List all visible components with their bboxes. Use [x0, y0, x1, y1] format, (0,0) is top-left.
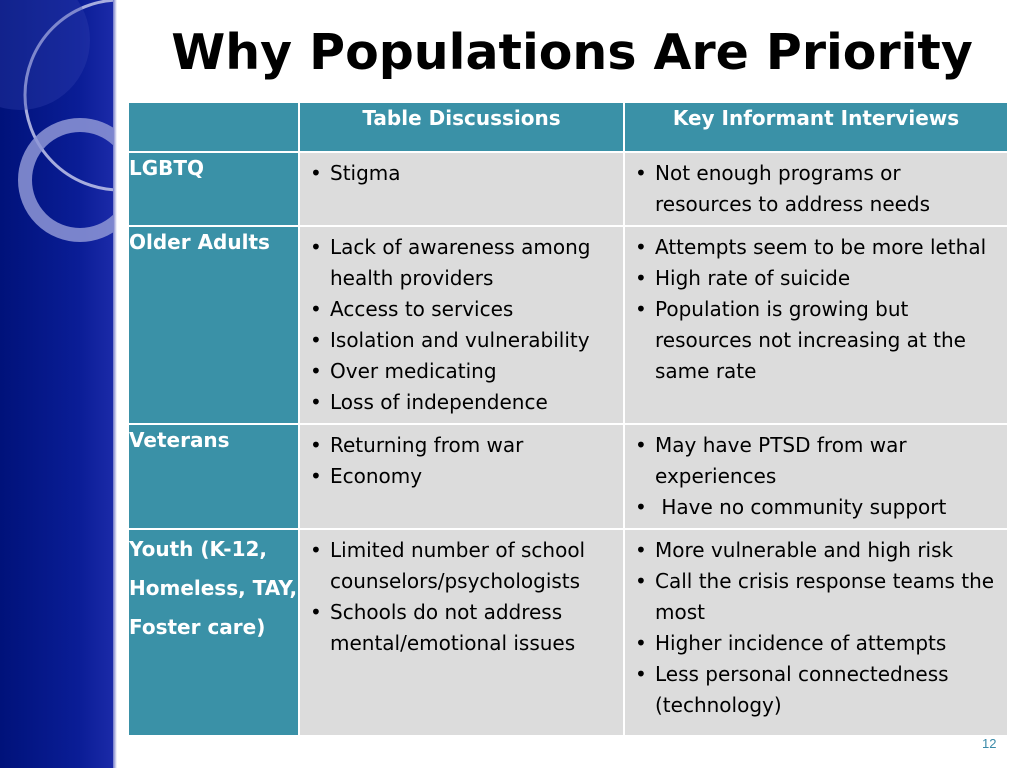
priority-table — [127, 101, 1009, 737]
table-row-older-adults — [128, 226, 1008, 424]
list-item: • Less personal connectedness (technology) — [655, 659, 1001, 721]
sidebar-edge — [113, 0, 117, 768]
list-item: • Higher incidence of attempts — [655, 628, 1001, 659]
list-item: • Isolation and vulnerability — [330, 325, 617, 356]
list-item: • More vulnerable and high risk — [655, 535, 1001, 566]
row-label-youth: Youth (K-12, Homeless, TAY, Foster care) — [128, 529, 299, 736]
list-item: • Call the crisis response teams the most — [655, 566, 1001, 628]
table-row-veterans — [128, 424, 1008, 529]
list-item: • Stigma — [330, 158, 617, 189]
decorative-sidebar — [0, 0, 113, 768]
cell-kii-lgbtq — [624, 152, 1008, 226]
list-item: • High rate of suicide — [655, 263, 1001, 294]
list-item: • Returning from war — [330, 430, 617, 461]
cell-td-older-adults — [299, 226, 624, 424]
list-item: • Schools do not address mental/emotional issues — [330, 597, 617, 659]
list-item: • Over medicating — [330, 356, 617, 387]
header-key-informant-interviews: Key Informant Interviews — [624, 102, 1008, 152]
cell-kii-youth — [624, 529, 1008, 736]
list-item: • Attempts seem to be more lethal — [655, 232, 1001, 263]
page-number: 12 — [982, 736, 997, 751]
header-empty — [128, 102, 299, 152]
list-item: • Loss of independence — [330, 387, 617, 418]
list-item: • Access to services — [330, 294, 617, 325]
cell-td-veterans — [299, 424, 624, 529]
list-item: • Lack of awareness among health providers — [330, 232, 617, 294]
slide-title: Why Populations Are Priority — [171, 24, 973, 81]
list-item: • May have PTSD from war experiences — [655, 430, 1001, 492]
list-item: • Population is growing but resources not increasing at the same rate — [655, 294, 1001, 387]
cell-td-lgbtq — [299, 152, 624, 226]
row-label-older-adults: Older Adults — [128, 226, 299, 424]
row-label-lgbtq: LGBTQ — [128, 152, 299, 226]
list-item: • Have no community support — [655, 492, 1001, 523]
row-label-veterans: Veterans — [128, 424, 299, 529]
list-item: • Limited number of school counselors/psychologists — [330, 535, 617, 597]
list-item: • Economy — [330, 461, 617, 492]
cell-td-youth — [299, 529, 624, 736]
cell-kii-veterans — [624, 424, 1008, 529]
cell-kii-older-adults — [624, 226, 1008, 424]
header-table-discussions: Table Discussions — [299, 102, 624, 152]
table-row-youth — [128, 529, 1008, 736]
list-item: • Not enough programs or resources to address needs — [655, 158, 1001, 220]
decorative-circles — [0, 0, 113, 768]
table-header-row — [128, 102, 1008, 152]
table-row-lgbtq — [128, 152, 1008, 226]
